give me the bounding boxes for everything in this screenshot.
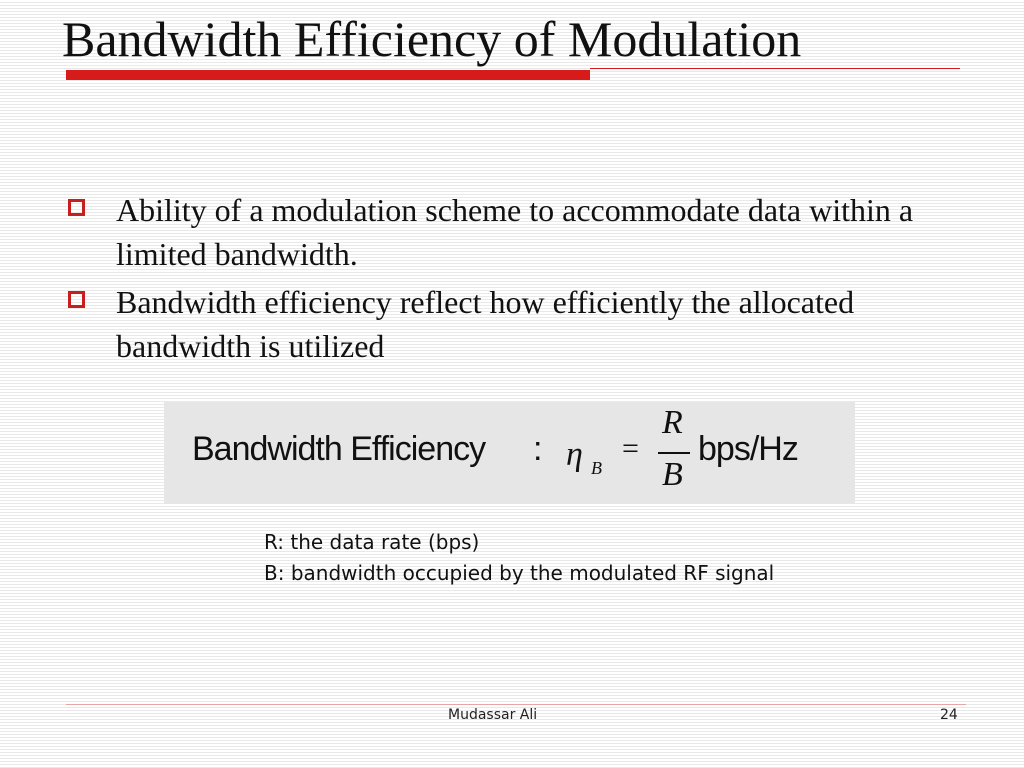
title-underline-thick — [66, 70, 590, 80]
formula-numerator: R — [662, 404, 683, 441]
bullet-list — [66, 188, 946, 372]
formula-eta-subscript: B — [591, 458, 602, 478]
formula-notes — [264, 527, 774, 589]
hollow-square-bullet-icon — [68, 199, 85, 216]
note-rate: R: the data rate (bps) — [264, 530, 480, 554]
formula-fraction-bar — [658, 452, 690, 454]
bullet-text: Ability of a modulation scheme to accommodate data within a limited bandwidth. — [116, 192, 914, 272]
formula-denominator: B — [662, 456, 683, 493]
page-number: 24 — [940, 707, 958, 723]
formula-unit: bps/Hz — [698, 430, 798, 468]
bullet-text: Bandwidth efficiency reflect how efficiently the allocated bandwidth is utilized — [116, 284, 855, 364]
footer-author: Mudassar Ali — [448, 707, 538, 723]
formula-eta-symbol: η — [566, 436, 583, 473]
formula-colon: : — [533, 430, 543, 468]
formula-label: Bandwidth Efficiency — [192, 430, 486, 468]
note-bandwidth: B: bandwidth occupied by the modulated RF signal — [264, 561, 775, 585]
slide-title: Bandwidth Efficiency of Modulation — [62, 11, 802, 67]
formula-equals: = — [622, 432, 639, 465]
formula-box — [164, 402, 855, 504]
bullet-item — [66, 188, 946, 276]
title-underline-thin — [590, 68, 960, 69]
hollow-square-bullet-icon — [68, 291, 85, 308]
footer-divider — [66, 704, 966, 705]
bullet-item — [66, 280, 946, 368]
